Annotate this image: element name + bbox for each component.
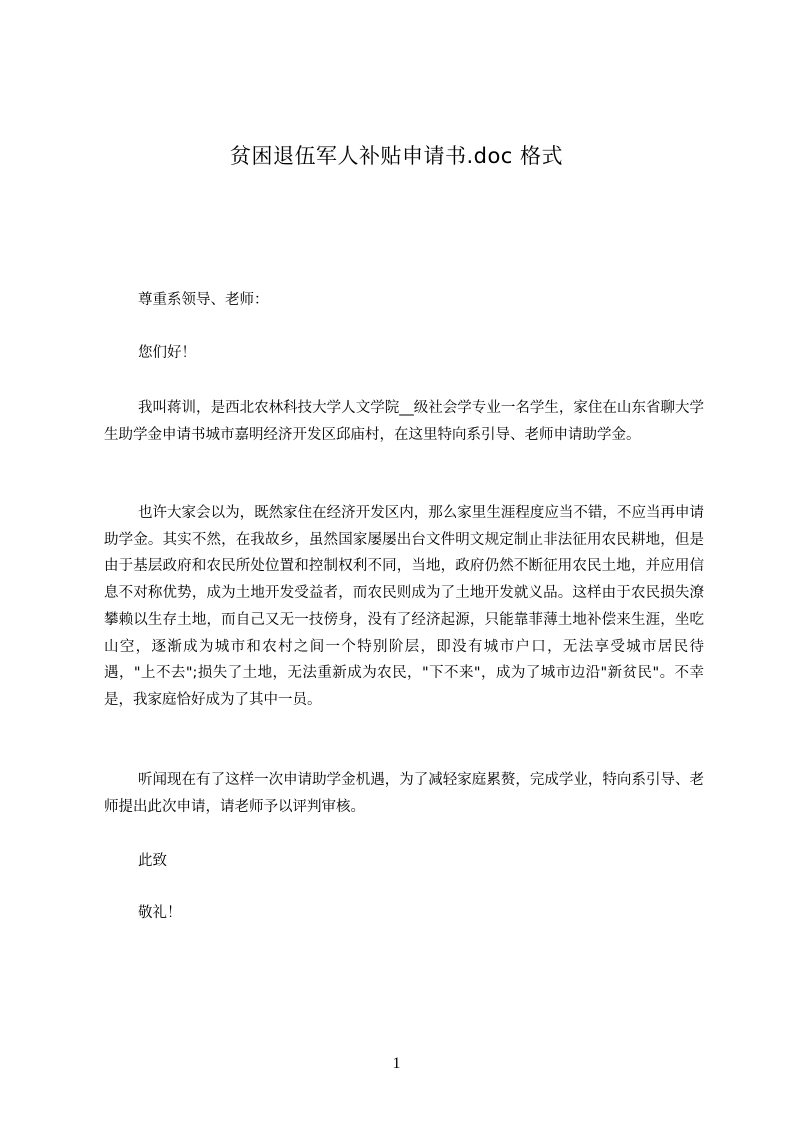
salutation: 尊重系领导、老师： — [138, 292, 269, 308]
greeting: 您们好！ — [138, 345, 196, 361]
page-number: 1 — [392, 1055, 401, 1072]
paragraph-introduction: 我叫蒋训，是西北农林科技大学人文学院__级社会学专业一名学生，家住在山东省聊大学生助学金申请书城市嘉明经济开发区邱庙村，在这里特向系引导、老师申请助学金。 — [104, 400, 704, 443]
paragraph-family-situation: 也许大家会以为，既然家住在经济开发区内，那么家里生涯程度应当不错，不应当再申请助学金。其实不然，在我故乡，虽然国家屡屡出台文件明文规定制止非法征用农民耕地，但是由于基层政府和农民所处位置和控制权利不同，当地，政府仍然不断征用农民土地，并应用信息不对称优势，成为土地开发受益者，而农民则成为了土地开发就义品。这样由于农民损失潦攀赖以生存土地，而自己又无一技傍身，没有了经济起源，只能靠菲薄土地补偿来生涯，坐吃山空，逐渐成为城市和农村之间一个特别阶层，即没有城市户口，无法享受城市居民待遇，"上不去";损失了土地，无法重新成为农民，"下不来"，成为了城市边沿"新贫民"。不幸是，我家庭恰好成为了其中一员。 — [104, 505, 704, 708]
closing-line: 此致 — [138, 853, 167, 869]
closing-salute: 敬礼！ — [138, 905, 182, 921]
document-title: 贫困退伍军人补贴申请书.doc 格式 — [229, 144, 564, 168]
paragraph-request: 听闻现在有了这样一次申请助学金机遇，为了减轻家庭累赘，完成学业，特向系引导、老师提出此次申请，请老师予以评判审核。 — [104, 772, 704, 815]
